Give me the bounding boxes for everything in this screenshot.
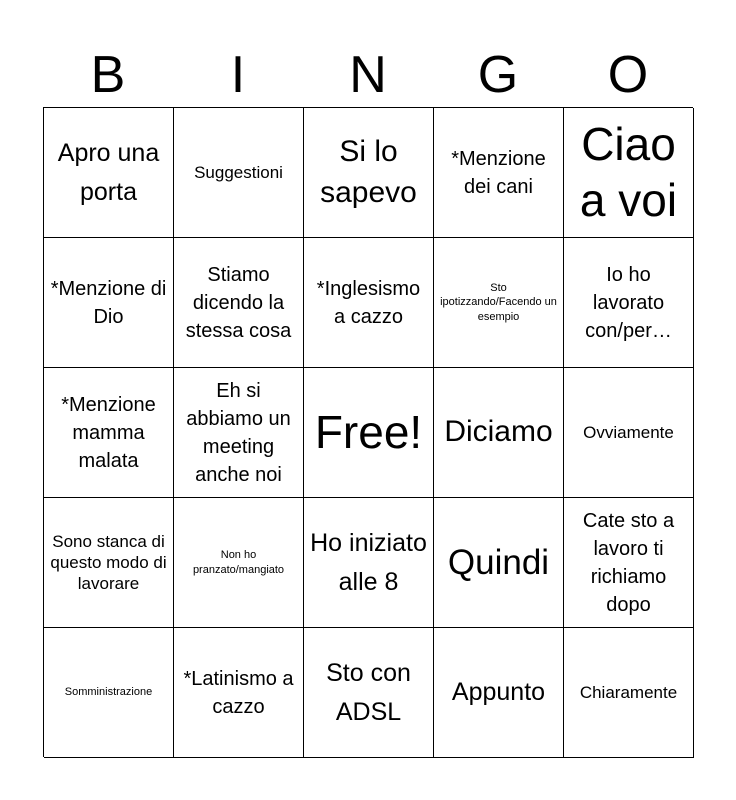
- bingo-cell-r3-c1[interactable]: [44, 368, 174, 498]
- cell-label: Io ho lavorato con/per…: [585, 263, 672, 342]
- header-letter-o: O: [607, 46, 649, 104]
- bingo-cell-r3-c5[interactable]: [564, 368, 694, 498]
- cell-label: *Inglesismo a cazzo: [316, 277, 421, 328]
- bingo-cell-r1-c5[interactable]: [564, 108, 694, 238]
- bingo-cell-r3-c4[interactable]: [434, 368, 564, 498]
- cell-label: Sto ipotizzando/Facendo un esempio: [440, 282, 557, 323]
- cell-label: Suggestioni: [194, 162, 283, 182]
- bingo-cell-r2-c1[interactable]: [44, 238, 174, 368]
- cell-label: Somministrazione: [64, 686, 153, 699]
- bingo-cell-r3-c3-free[interactable]: [304, 368, 434, 498]
- cell-label: Quindi: [447, 542, 550, 582]
- cell-label: Ho iniziato alle 8: [310, 528, 427, 596]
- cell-label: Stiamo dicendo la stessa cosa: [185, 263, 292, 342]
- cell-label: Eh si abbiamo un meeting anche noi: [186, 379, 291, 486]
- bingo-cell-r2-c3[interactable]: [304, 238, 434, 368]
- cell-label: Ciao a voi: [579, 118, 678, 226]
- bingo-cell-r5-c4[interactable]: [434, 628, 564, 758]
- bingo-cell-r1-c4[interactable]: [434, 108, 564, 238]
- cell-label: Diciamo: [444, 415, 553, 449]
- bingo-cell-r1-c2[interactable]: [174, 108, 304, 238]
- header-letter-b: B: [90, 46, 126, 104]
- free-space-label: Free!: [314, 405, 423, 458]
- bingo-cell-r4-c2[interactable]: [174, 498, 304, 628]
- cell-label: *Menzione dei cani: [451, 147, 546, 198]
- bingo-cell-r1-c1[interactable]: [44, 108, 174, 238]
- cell-label: Chiaramente: [579, 682, 678, 702]
- bingo-cell-r2-c5[interactable]: [564, 238, 694, 368]
- cell-label: *Menzione di Dio: [50, 277, 167, 328]
- bingo-cell-r4-c1[interactable]: [44, 498, 174, 628]
- bingo-cell-r4-c4[interactable]: [434, 498, 564, 628]
- bingo-cell-r5-c1[interactable]: [44, 628, 174, 758]
- header-letter-g: G: [477, 46, 519, 104]
- bingo-header: [43, 44, 693, 106]
- bingo-cell-r2-c4[interactable]: [434, 238, 564, 368]
- bingo-cell-r1-c3[interactable]: [304, 108, 434, 238]
- cell-label: Sono stanca di questo modo di lavorare: [50, 531, 167, 594]
- cell-label: Non ho pranzato/mangiato: [192, 549, 285, 576]
- bingo-cell-r2-c2[interactable]: [174, 238, 304, 368]
- cell-label: Si lo sapevo: [320, 135, 417, 209]
- bingo-card: [43, 107, 693, 757]
- cell-label: Apro una porta: [57, 138, 160, 206]
- cell-label: *Latinismo a cazzo: [183, 667, 294, 718]
- header-letter-i: I: [230, 46, 246, 104]
- cell-label: Ovviamente: [583, 422, 674, 442]
- cell-label: Cate sto a lavoro ti richiamo dopo: [582, 509, 675, 616]
- cell-label: Appunto: [451, 678, 546, 707]
- bingo-cell-r5-c3[interactable]: [304, 628, 434, 758]
- bingo-cell-r4-c3[interactable]: [304, 498, 434, 628]
- bingo-cell-r3-c2[interactable]: [174, 368, 304, 498]
- cell-label: *Menzione mamma malata: [61, 393, 156, 472]
- header-letter-n: N: [349, 46, 387, 104]
- cell-label: Sto con ADSL: [326, 658, 411, 726]
- bingo-cell-r4-c5[interactable]: [564, 498, 694, 628]
- bingo-cell-r5-c2[interactable]: [174, 628, 304, 758]
- bingo-cell-r5-c5[interactable]: [564, 628, 694, 758]
